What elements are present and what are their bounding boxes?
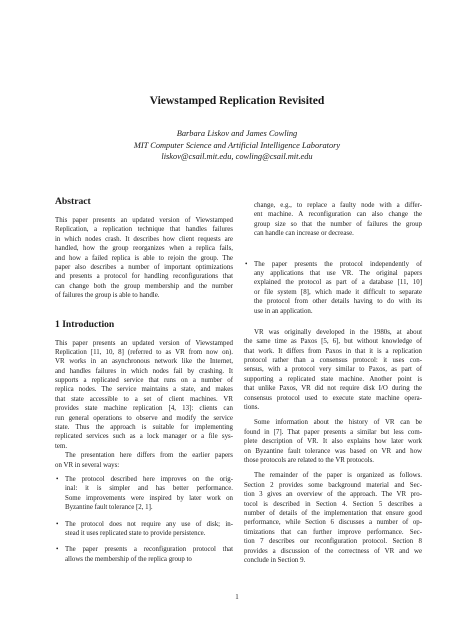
text-line: that state accessible to a set of client machines. VR bbox=[55, 395, 233, 403]
text-line: group size so that the number of failures the group bbox=[254, 220, 422, 228]
left-column bbox=[55, 196, 233, 564]
text-line: Some information about the history of VR can be bbox=[254, 419, 422, 427]
history-paragraph bbox=[244, 328, 422, 413]
bullet-icon: • bbox=[56, 546, 59, 554]
text-line: tocol is described in Section 4. Section 5 describes a bbox=[244, 500, 422, 508]
applications-bullet bbox=[244, 260, 422, 316]
text-line: can handle can increase or decrease. bbox=[254, 230, 354, 238]
abstract-body bbox=[55, 216, 233, 301]
text-line: replicated services such as a lock manager or a file sys- bbox=[55, 433, 233, 441]
text-line: Byzantine fault tolerance [2, 1]. bbox=[65, 504, 153, 512]
text-line: state. Thus the approach is suitable for implementing bbox=[55, 424, 233, 432]
text-line: This paper presents an updated version of Viewstamped bbox=[55, 217, 233, 224]
author-affiliation: MIT Computer Science and Artificial Intelligence Laboratory bbox=[133, 140, 341, 150]
text-line: The protocol does not require any use of disk; in- bbox=[65, 520, 233, 528]
text-line: protocol rather than a consensus protocol: it uses con- bbox=[244, 357, 422, 365]
text-line: conclude in Section 9. bbox=[244, 556, 306, 564]
text-line: run general operations to observe and modify the service bbox=[55, 414, 233, 422]
bullet-icon: • bbox=[56, 475, 59, 483]
text-line: can change both the group membership and the number bbox=[55, 282, 233, 290]
bullet-icon: • bbox=[56, 520, 59, 528]
bullet-item bbox=[55, 545, 233, 564]
text-line: Replication [11, 10, 8] (referred to as VR from now on). bbox=[55, 348, 233, 356]
text-line: that unlike Paxos, VR did not require disk I/O during the bbox=[244, 385, 422, 393]
text-line: and how a failed replica is able to rejoin the group. The bbox=[55, 254, 233, 262]
text-line: use in an application. bbox=[254, 307, 313, 315]
text-line: supporting a replicated state machine. Another point is bbox=[244, 375, 422, 383]
text-line: The presentation here differs from the earlier papers bbox=[65, 452, 233, 460]
text-line: allows the membership of the replica group to bbox=[65, 555, 192, 563]
page-number: 1 bbox=[235, 594, 239, 601]
text-line: inal: it is simpler and has better performance. bbox=[65, 485, 233, 493]
text-line: change, e.g., to replace a faulty node with a differ- bbox=[254, 202, 422, 209]
text-line: of failures the group is able to handle. bbox=[55, 292, 160, 300]
related-work-paragraph bbox=[244, 418, 422, 465]
text-line: on VR in several ways: bbox=[55, 461, 120, 469]
text-line: sensus, with a protocol very similar to Paxos, as part of bbox=[244, 366, 422, 374]
text-line: The paper presents the protocol independently of bbox=[254, 260, 422, 268]
text-line: number of details of the implementation that ensure good bbox=[244, 509, 422, 517]
text-line: the same time as Paxos [5, 6], but without knowledge of bbox=[244, 338, 422, 346]
introduction-paragraph-1 bbox=[55, 339, 233, 452]
text-line: ent machine. A reconfiguration can also change the bbox=[254, 211, 422, 219]
text-line: or file system [8], which made it difficult to separate bbox=[254, 288, 422, 296]
author-names: Barbara Liskov and James Cowling bbox=[176, 129, 298, 138]
text-line: tion 3 gives an overview of the approach. The VR pro- bbox=[244, 491, 422, 499]
text-line: provides state machine replication [4, 13]: clients can bbox=[55, 405, 233, 413]
introduction-heading: 1 Introduction bbox=[55, 318, 115, 330]
introduction-bullet-list bbox=[55, 475, 233, 564]
text-line: This paper presents an updated version of Viewstamped bbox=[55, 339, 233, 347]
text-line: that work. It differs from Paxos in that it is a replication bbox=[244, 347, 422, 355]
text-line: Replication, a replication technique that handles failures bbox=[55, 226, 233, 234]
text-line: plete description of VR. It also explains how later work bbox=[244, 438, 422, 446]
text-line: on Byzantine fault tolerance was based on VR and how bbox=[244, 447, 422, 455]
text-line: tem. bbox=[55, 442, 68, 450]
text-line: paper also describes a number of important optimizations bbox=[55, 263, 233, 271]
outline-paragraph bbox=[244, 471, 422, 565]
text-line: and presents a protocol for handling reconfigurations that bbox=[55, 273, 233, 281]
bullet-item bbox=[55, 520, 233, 539]
text-line: VR was originally developed in the 1980s, at about bbox=[254, 328, 422, 336]
text-line: handled, how the group reorganizes when a replica fails, bbox=[55, 245, 233, 253]
text-line: provides a discussion of the correctness of VR and we bbox=[244, 547, 422, 555]
text-line: The remainder of the paper is organized as follows. bbox=[254, 472, 422, 480]
text-line: replica nodes. The service maintains a state, and makes bbox=[55, 386, 233, 394]
abstract-heading: Abstract bbox=[55, 196, 91, 207]
text-line: timizations that can further improve performance. Sec- bbox=[244, 528, 422, 536]
right-column bbox=[244, 201, 422, 565]
bullet-continuation bbox=[244, 201, 422, 239]
text-line: in which nodes crash. It describes how client requests are bbox=[55, 235, 233, 243]
text-line: consensus protocol used to execute state machine opera- bbox=[244, 394, 422, 402]
introduction-paragraph-2 bbox=[55, 451, 233, 470]
author-block bbox=[0, 128, 474, 163]
text-line: tion 7 describes our reconfiguration protocol. Section 8 bbox=[244, 538, 422, 546]
text-line: The paper presents a reconfiguration protocol that bbox=[65, 546, 233, 554]
text-line: VR works in an asynchronous network like the Internet, bbox=[55, 358, 233, 366]
text-line: those protocols are related to the VR protocols. bbox=[244, 456, 374, 464]
text-line: any applications that use VR. The original papers bbox=[254, 269, 422, 277]
author-emails[interactable]: liskov@csail.mit.edu, cowling@csail.mit.edu bbox=[161, 152, 313, 162]
text-line: Some improvements were inspired by later work on bbox=[65, 494, 233, 502]
text-line: the protocol from other details having to do with its bbox=[254, 298, 422, 306]
text-line: supports a replicated service that runs on a number of bbox=[55, 377, 233, 385]
text-line: explained the protocol as part of a database [11, 10] bbox=[254, 279, 422, 287]
bullet-item bbox=[55, 475, 233, 513]
paper-title: Viewstamped Replication Revisited bbox=[149, 94, 325, 107]
text-line: and handles failures in which nodes fail by crashing. It bbox=[55, 367, 233, 375]
text-line: tions. bbox=[244, 404, 260, 412]
text-line: performance, while Section 6 discusses a number of op- bbox=[244, 519, 422, 527]
text-line: stead it uses replicated state to provide persistence. bbox=[65, 529, 206, 537]
bullet-icon: • bbox=[245, 260, 248, 268]
text-line: Section 2 provides some background material and Sec- bbox=[244, 481, 422, 489]
text-line: The protocol described here improves on the orig- bbox=[65, 475, 233, 483]
text-line: found in [7]. That paper presents a similar but less com- bbox=[244, 428, 422, 436]
